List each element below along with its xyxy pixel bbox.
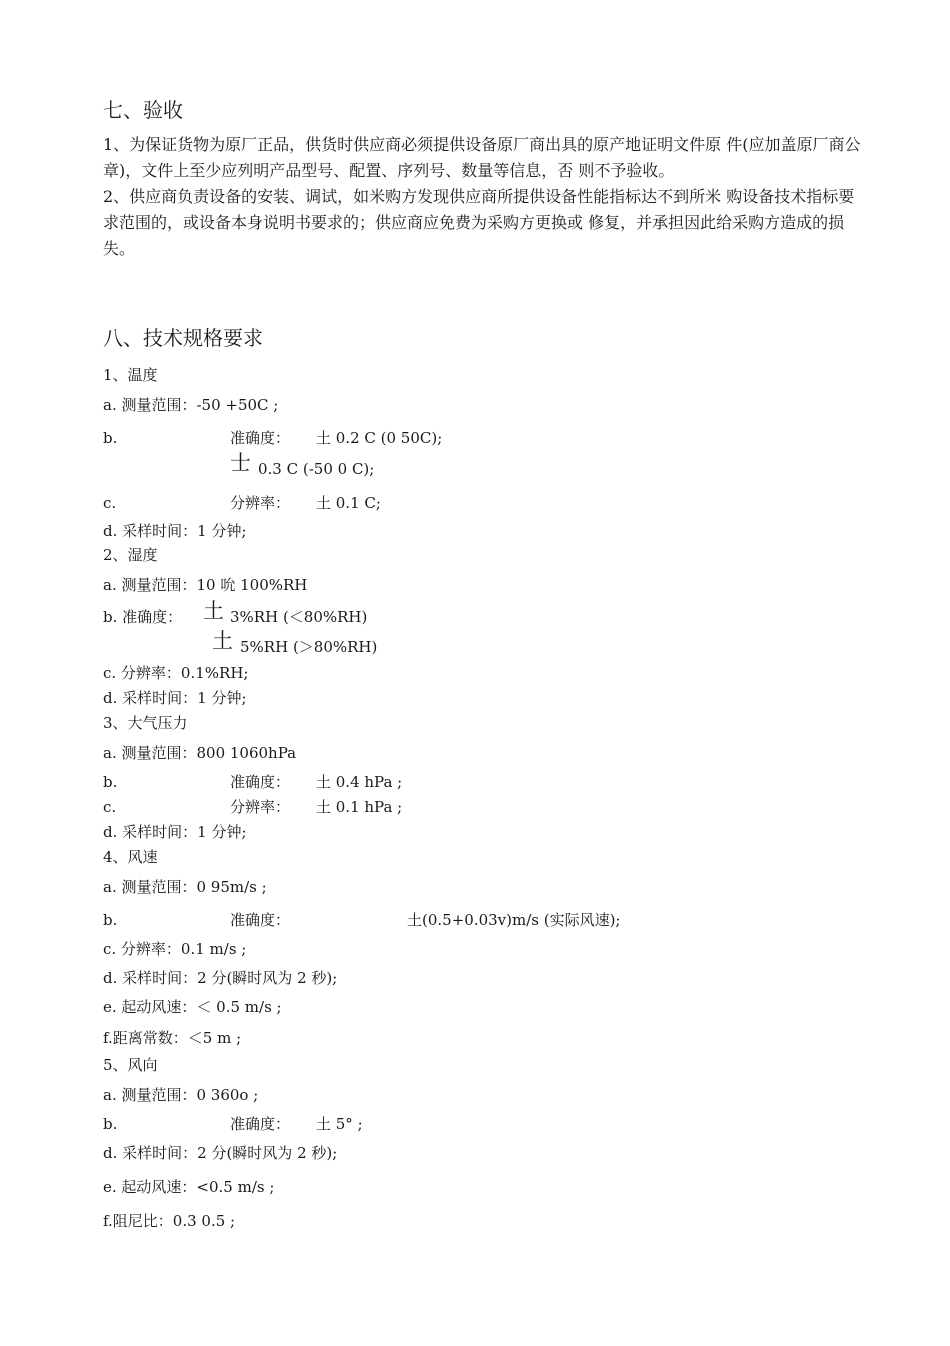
humidity-range: a. 测量范围：10 吮 100%RH (103, 576, 308, 594)
wind-speed-accuracy-key: b. (103, 911, 118, 929)
pressure-resolution-key: c. (103, 798, 117, 816)
wind-speed-resolution: c. 分辨率：0.1 m/s ; (103, 940, 247, 958)
pressure-accuracy-value: 土 0.4 hPa ; (316, 773, 403, 791)
wind-dir-accuracy-value: 土 5° ; (316, 1115, 363, 1133)
wind-speed-title: 4、风速 (103, 848, 158, 866)
wind-speed-start-speed: e. 起动风速：＜ 0.5 m/s ; (103, 998, 282, 1016)
temp-resolution-key: c. (103, 494, 117, 512)
humidity-accuracy-value-1: 3%RH (＜80%RH) (230, 608, 368, 626)
temp-accuracy-value-2: 0.3 C (-50 0 C); (258, 460, 375, 478)
wind-dir-title: 5、风向 (103, 1056, 158, 1074)
humidity-resolution: c. 分辨率：0.1%RH; (103, 664, 249, 682)
wind-dir-range: a. 测量范围：0 360o ; (103, 1086, 259, 1104)
pressure-title: 3、大气压力 (103, 714, 188, 732)
temp-sampling: d. 采样时间：1 分钟; (103, 522, 247, 540)
pressure-resolution-label: 分辨率： (230, 798, 291, 816)
section-8-heading: 八、技术规格要求 (103, 326, 263, 350)
humidity-accuracy-label: b. 准确度： (103, 608, 183, 626)
humidity-accuracy-value-2: 5%RH (＞80%RH) (240, 638, 378, 656)
acceptance-paragraph-2: 2、供应商负责设备的安装、调试，如米购方发现供应商所提供设备性能指标达不到所米 购设备技术指标要求范围的，或设备本身说明书要求的；供应商应免费为采购方更换或 修复，并承担因此给采购方造成的损失。 (103, 187, 855, 258)
temp-resolution-label: 分辨率： (230, 494, 291, 512)
humidity-title: 2、湿度 (103, 546, 158, 564)
temp-range: a. 测量范围：-50 +50C ; (103, 396, 279, 414)
temp-accuracy-key: b. (103, 429, 118, 447)
humidity-plusminus-1: 土 (203, 599, 224, 623)
temp-plusminus: 士 (230, 451, 251, 475)
wind-dir-accuracy-label: 准确度： (230, 1115, 291, 1133)
temp-resolution-value: 土 0.1 C; (316, 494, 381, 512)
pressure-accuracy-label: 准确度： (230, 773, 291, 791)
wind-speed-distance-constant: f.距离常数：＜5 m ; (103, 1029, 242, 1047)
pressure-range: a. 测量范围：800 1060hPa (103, 744, 297, 762)
acceptance-paragraph-1: 1、为保证货物为原厂正品，供货时供应商必须提供设备原厂商出具的原产地证明文件原 件(应加盖原厂商公章)，文件上至少应列明产品型号、配置、序列号、数量等信息，否 则不予验收。 (103, 135, 861, 180)
wind-speed-accuracy-value: 土(0.5+0.03v)m/s (实际风速); (407, 911, 621, 929)
wind-speed-range: a. 测量范围：0 95m/s ; (103, 878, 267, 896)
wind-speed-accuracy-label: 准确度： (230, 911, 291, 929)
pressure-accuracy-key: b. (103, 773, 118, 791)
humidity-sampling: d. 采样时间：1 分钟; (103, 689, 247, 707)
humidity-plusminus-2: 土 (212, 629, 233, 653)
section-7-heading: 七、验收 (103, 98, 183, 122)
wind-speed-sampling: d. 采样时间：2 分(瞬时风为 2 秒); (103, 969, 338, 987)
pressure-resolution-value: 土 0.1 hPa ; (316, 798, 403, 816)
wind-dir-start-speed: e. 起动风速：<0.5 m/s ; (103, 1178, 275, 1196)
wind-dir-damping-ratio: f.阻尼比：0.3 0.5 ; (103, 1212, 236, 1230)
pressure-sampling: d. 采样时间：1 分钟; (103, 823, 247, 841)
wind-dir-accuracy-key: b. (103, 1115, 118, 1133)
temp-accuracy-value-1: 土 0.2 C (0 50C); (316, 429, 443, 447)
wind-dir-sampling: d. 采样时间：2 分(瞬时风为 2 秒); (103, 1144, 338, 1162)
temp-accuracy-label: 准确度： (230, 429, 291, 447)
temp-title: 1、温度 (103, 366, 158, 384)
